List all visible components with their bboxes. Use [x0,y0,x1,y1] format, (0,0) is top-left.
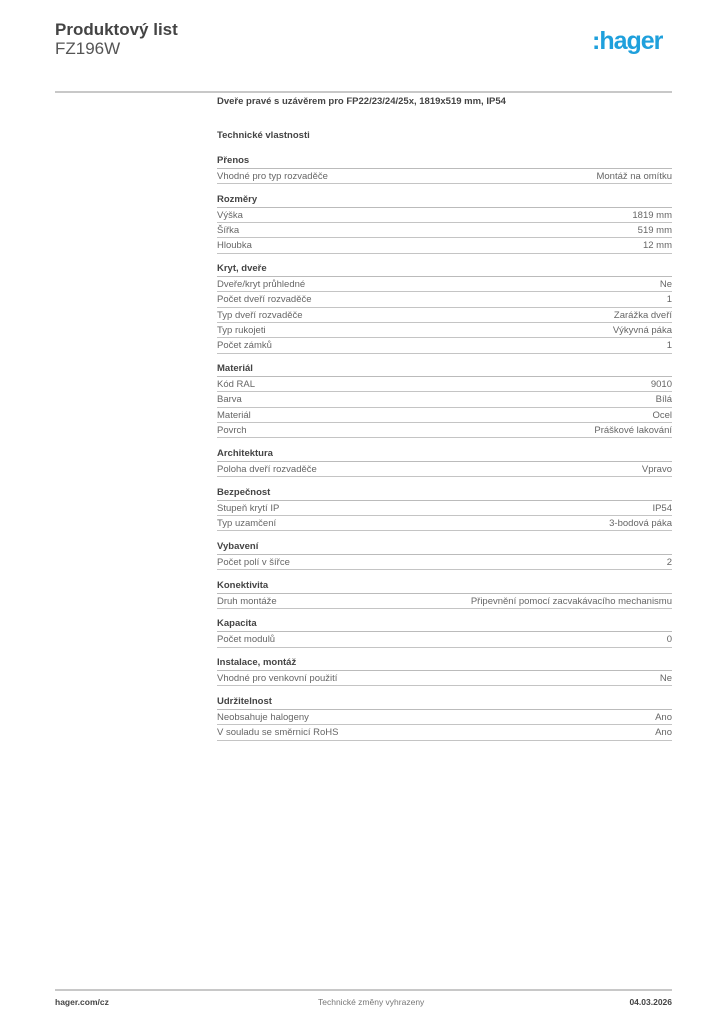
spec-row [217,292,672,307]
spec-row [217,377,672,392]
spec-value: IP54 [652,502,672,514]
spec-value: Ocel [652,409,672,421]
product-description: Dveře pravé s uzávěrem pro FP22/23/24/25x, 1819x519 mm, IP54 [217,96,506,107]
spec-label: Povrch [217,425,247,437]
footer-website[interactable]: hager.com/cz [55,997,109,1007]
spec-label: Šířka [217,225,240,237]
footer-note: Technické změny vyhrazeny [318,997,425,1007]
spec-value: 9010 [650,379,672,391]
spec-row [217,238,672,253]
spec-section [217,153,672,184]
spec-value: Ne [659,673,672,685]
spec-row [217,725,672,740]
spec-label: Typ dveří rozvaděče [217,309,303,321]
spec-label: Kód RAL [217,379,256,391]
footer-divider [55,989,672,991]
spec-label: Typ uzamčení [217,517,277,529]
spec-row [217,223,672,238]
spec-row [217,208,672,223]
footer-date: 04.03.2026 [629,997,672,1007]
spec-value: 1 [666,294,672,306]
spec-row [217,323,672,338]
spec-value: 1819 mm [632,209,672,221]
spec-value: Připevnění pomocí zacvakávacího mechanismu [470,595,672,607]
spec-section [217,655,672,686]
spec-label: Poloha dveří rozvaděče [217,463,317,475]
spec-row [217,392,672,407]
spec-label: Dveře/kryt průhledné [217,279,306,291]
spec-row [217,710,672,725]
spec-row [217,671,672,686]
spec-label: Druh montáže [217,595,277,607]
spec-value: Ano [655,711,672,723]
spec-row [217,632,672,647]
spec-row [217,277,672,292]
spec-section [217,192,672,254]
spec-label: Počet polí v šířce [217,556,290,568]
section-heading: Kryt, dveře [217,261,672,277]
section-heading: Bezpečnost [217,485,672,501]
spec-value: Bílá [655,394,672,406]
spec-row [217,169,672,184]
spec-label: Počet zámků [217,340,272,352]
section-heading: Konektivita [217,578,672,594]
section-heading: Architektura [217,446,672,462]
spec-section [217,485,672,532]
spec-row [217,462,672,477]
spec-value: Vpravo [641,463,672,475]
spec-label: Vhodné pro venkovní použití [217,673,338,685]
spec-label: Výška [217,209,243,221]
spec-label: Stupeň krytí IP [217,502,280,514]
spec-section [217,446,672,477]
section-heading: Rozměry [217,192,672,208]
spec-section [217,261,672,353]
section-heading: Kapacita [217,616,672,632]
product-code: FZ196W [55,39,121,58]
spec-row [217,555,672,570]
spec-value: Montáž na omítku [596,171,672,182]
spec-label: V souladu se směrnicí RoHS [217,727,339,739]
spec-label: Barva [217,394,242,406]
spec-section [217,361,672,438]
header-divider [55,91,672,93]
spec-row [217,516,672,531]
spec-section [217,539,672,570]
spec-label: Počet dveří rozvaděče [217,294,312,306]
spec-section [217,694,672,741]
spec-value: Ano [655,727,672,739]
spec-label: Vhodné pro typ rozvaděče [217,171,328,182]
spec-value: 0 [666,634,672,646]
spec-section [217,616,672,647]
spec-value: 1 [666,340,672,352]
spec-label: Hloubka [217,240,252,252]
spec-value: Práškové lakování [594,425,672,437]
spec-row [217,423,672,438]
spec-value: Ne [659,279,672,291]
spec-section [217,578,672,609]
spec-value: 519 mm [637,225,672,237]
spec-value: 3-bodová páka [609,517,672,529]
page-title: Produktový list [55,20,178,39]
section-heading: Přenos [217,153,672,169]
spec-row [217,501,672,516]
section-heading: Vybavení [217,539,672,555]
spec-value: 2 [666,556,672,568]
spec-row [217,594,672,609]
spec-row [217,338,672,353]
technical-properties-heading: Technické vlastnosti [217,130,310,141]
spec-value: Výkyvná páka [612,325,672,337]
spec-label: Neobsahuje halogeny [217,711,309,723]
spec-row [217,408,672,423]
spec-label: Počet modulů [217,634,276,646]
hager-logo: :hager [592,27,663,55]
section-heading: Instalace, montáž [217,655,672,671]
section-heading: Udržitelnost [217,694,672,710]
section-heading: Materiál [217,361,672,377]
spec-label: Typ rukojeti [217,325,266,337]
spec-value: 12 mm [642,240,672,252]
specifications-table [217,153,672,748]
spec-row [217,308,672,323]
spec-label: Materiál [217,409,251,421]
spec-value: Zarážka dveří [613,309,672,321]
